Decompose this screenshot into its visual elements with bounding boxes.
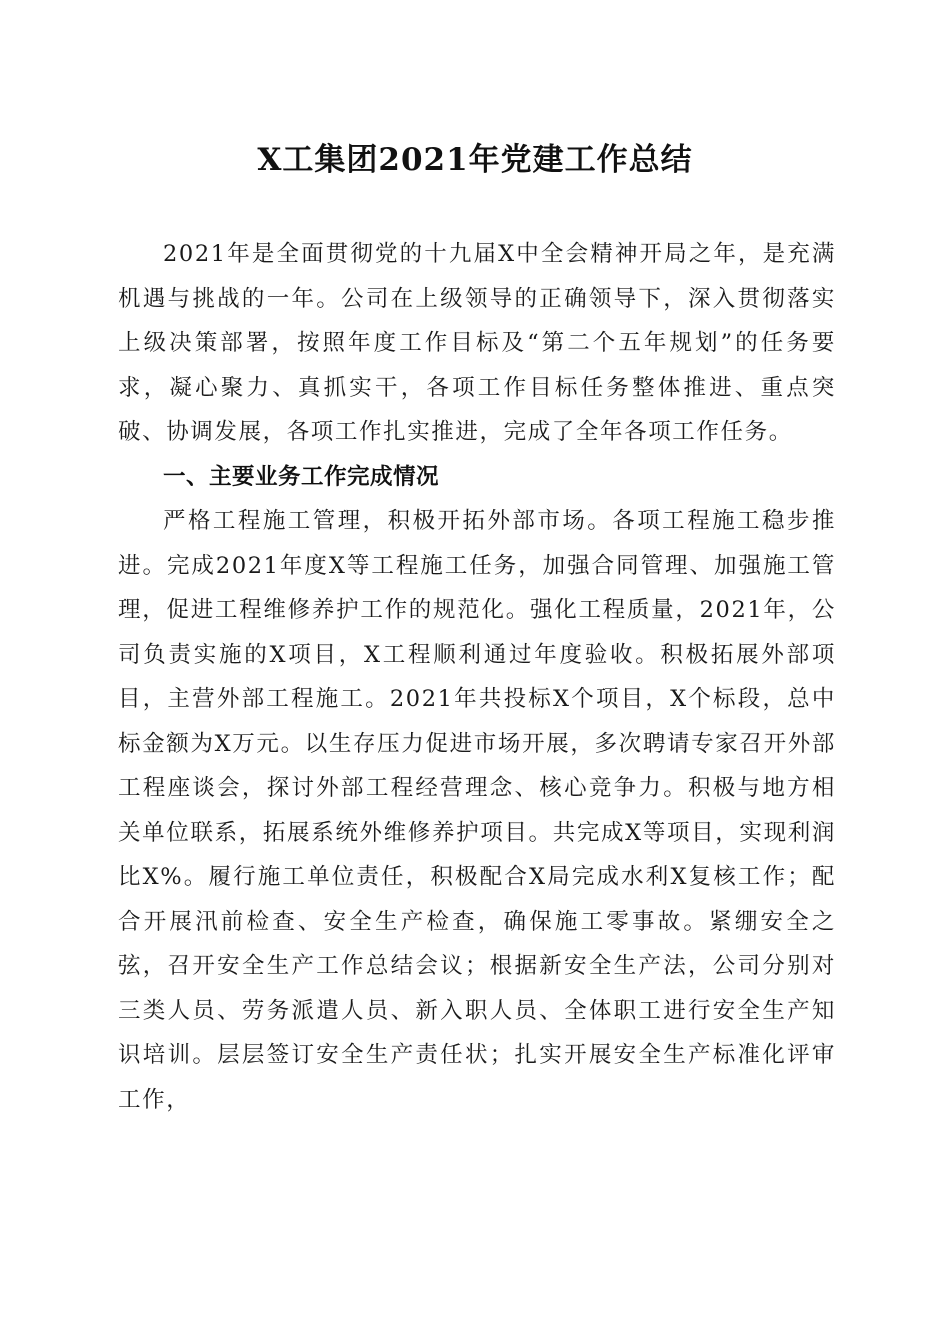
document-body — [118, 232, 836, 1122]
document-title: X工集团2021年党建工作总结 — [257, 142, 693, 178]
section-heading: 一、主要业务工作完成情况 — [163, 463, 440, 490]
section-paragraph: 严格工程施工管理，积极开拓外部市场。各项工程施工稳步推进。完成2021年度X等工程施工任务，加强合同管理、加强施工管理，促进工程维修养护工作的规范化。强化工程质量，2021年，公司负责实施的X项目，X工程顺利通过年度验收。积极拓展外部项目，主营外部工程施工。2021年共投标X个项目，X个标段，总中标金额为X万元。以生存压力促进市场开展，多次聘请专家召开外部工程座谈会，探讨外部工程经营理念、核心竞争力。积极与地方相关单位联系，拓展系统外维修养护项目。共完成X等项目，实现利润比X%。履行施工单位责任，积极配合X局完成水利X复核工作；配合开展汛前检查、安全生产检查，确保施工零事故。紧绷安全之弦，召开安全生产工作总结会议；根据新安全生产法，公司分别对三类人员、劳务派遣人员、新入职人员、全体职工进行安全生产知识培训。层层签订安全生产责任状；扎实开展安全生产标准化评审工作， — [118, 508, 836, 1113]
intro-paragraph: 2021年是全面贯彻党的十九届X中全会精神开局之年，是充满机遇与挑战的一年。公司在上级领导的正确领导下，深入贯彻落实上级决策部署，按照年度工作目标及“第二个五年规划”的任务要求，凝心聚力、真抓实干，各项工作目标任务整体推进、重点突破、协调发展，各项工作扎实推进，完成了全年各项工作任务。 — [118, 241, 836, 445]
